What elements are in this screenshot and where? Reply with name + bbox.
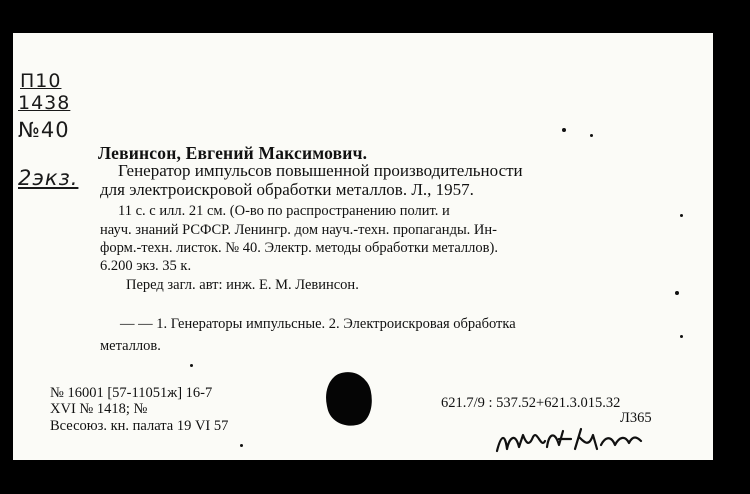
shelf-mark-line-1: П10 <box>20 70 62 92</box>
registration-number: № 16001 [57-11051ж] 16-7 <box>50 385 213 401</box>
speck <box>680 214 683 217</box>
author-note: Перед загл. авт: инж. Е. М. Левинсон. <box>126 277 359 293</box>
title-line: Генератор импульсов повышенной производительности <box>118 161 523 180</box>
collation-line: науч. знаний РСФСР. Ленингр. дом науч.-техн. пропаганды. Ин- <box>100 222 497 238</box>
classification-index: 621.7/9 : 537.52+621.3.015.32 <box>441 395 621 411</box>
speck <box>240 444 243 447</box>
publisher-line: Всесоюз. кн. палата 19 VI 57 <box>50 418 229 434</box>
speck <box>190 364 193 367</box>
shelf-mark-line-3: №40 <box>18 118 70 142</box>
collation-line: форм.-техн. листок. № 40. Электр. методы обработки металлов). <box>100 240 498 256</box>
cutter-number: Л365 <box>620 410 652 426</box>
speck <box>590 134 593 137</box>
series-number: XVI № 1418; № <box>50 401 148 417</box>
shelf-mark-line-2: 1438 <box>18 92 71 114</box>
speck <box>680 335 683 338</box>
collation-line: 6.200 экз. 35 к. <box>100 258 192 274</box>
handwritten-signature <box>493 425 645 459</box>
copies-note: 2экз. <box>18 166 79 190</box>
subject-line: — — 1. Генераторы импульсные. 2. Электроискровая обработка <box>120 316 516 332</box>
collation-line: 11 с. с илл. 21 см. (О-во по распространению полит. и <box>118 203 450 219</box>
author-heading: Левинсон, Евгений Максимович. <box>98 143 368 163</box>
title-line: для электроискровой обработки металлов. Л., 1957. <box>100 180 474 199</box>
speck <box>562 128 566 132</box>
subject-line: металлов. <box>100 338 161 354</box>
speck <box>675 291 679 295</box>
